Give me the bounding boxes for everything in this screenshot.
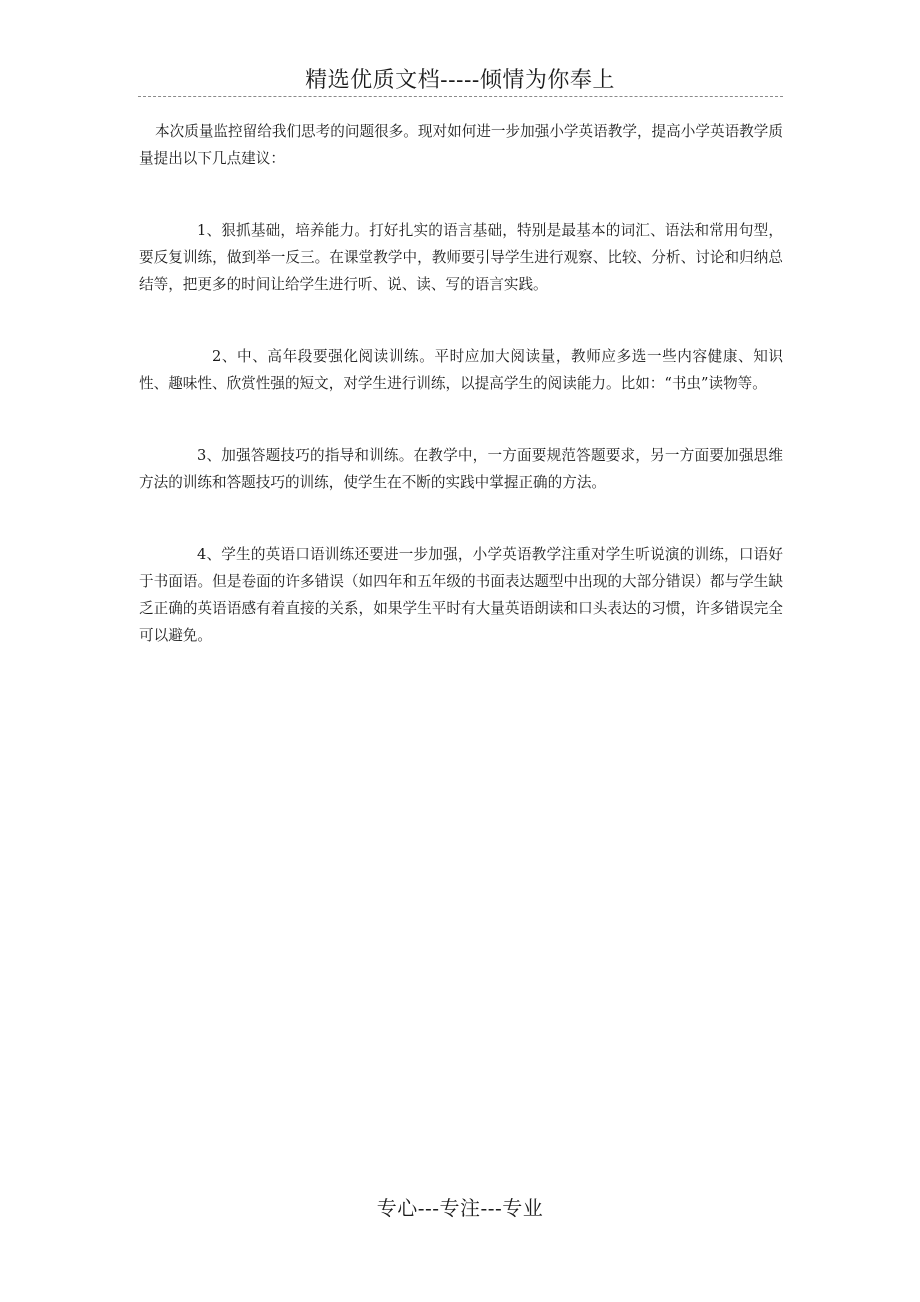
page-footer-text: 专心---专注---专业 bbox=[376, 1196, 544, 1220]
suggestion-paragraph-4: 4、学生的英语口语训练还要进一步加强，小学英语教学注重对学生听说演的训练，口语好于书面语。但是卷面的许多错误（如四年和五年级的书面表达题型中出现的大部分错误）都与学生缺乏正确的英语语感有着直接的关系，如果学生平时有大量英语朗读和口头表达的习惯，许多错误完全可以避免。 bbox=[139, 546, 783, 644]
document-body bbox=[139, 118, 783, 649]
header-divider bbox=[138, 96, 783, 97]
suggestion-paragraph-1: 1、狠抓基础，培养能力。打好扎实的语言基础，特别是最基本的词汇、语法和常用句型，要反复训练，做到举一反三。在课堂教学中，教师要引导学生进行观察、比较、分析、讨论和归纳总结等，把更多的时间让给学生进行听、说、读、写的语言实践。 bbox=[139, 222, 783, 293]
page-header-title: 精选优质文档-----倾情为你奉上 bbox=[305, 68, 615, 93]
intro-paragraph: 本次质量监控留给我们思考的问题很多。现对如何进一步加强小学英语教学，提高小学英语教学质量提出以下几点建议： bbox=[139, 123, 783, 167]
suggestion-paragraph-2: 2、中、高年段要强化阅读训练。平时应加大阅读量，教师应多选一些内容健康、知识性、趣味性、欣赏性强的短文，对学生进行训练，以提高学生的阅读能力。比如：“书虫”读物等。 bbox=[139, 348, 783, 392]
suggestion-paragraph-3: 3、加强答题技巧的指导和训练。在教学中，一方面要规范答题要求，另一方面要加强思维方法的训练和答题技巧的训练，使学生在不断的实践中掌握正确的方法。 bbox=[139, 447, 783, 491]
